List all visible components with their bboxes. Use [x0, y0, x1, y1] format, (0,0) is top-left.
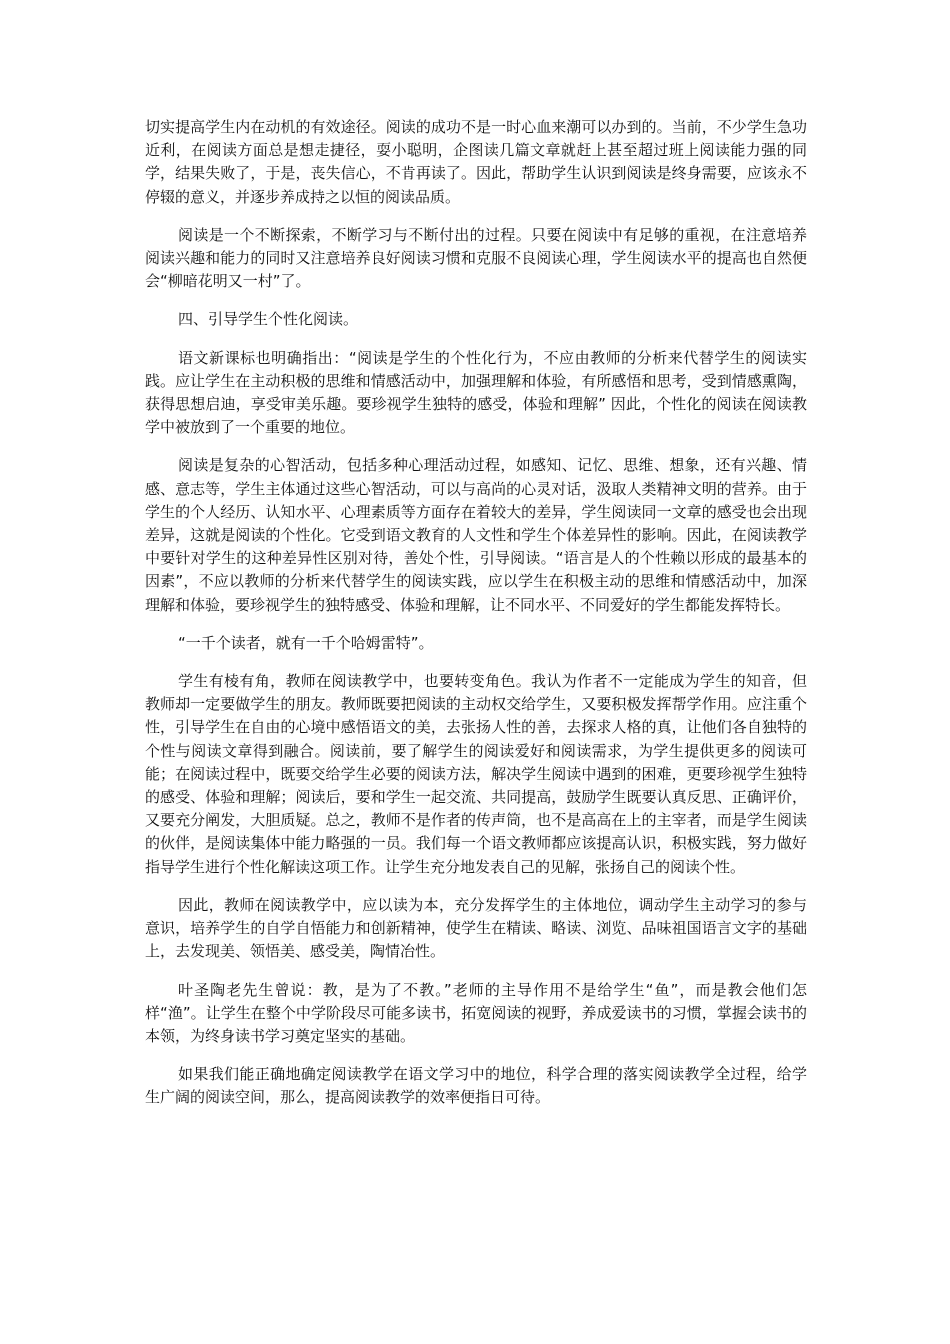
- paragraph: 阅读是一个不断探索，不断学习与不断付出的过程。只要在阅读中有足够的重视，在注意培养阅读兴趣和能力的同时又注意培养良好阅读习惯和克服不良阅读心理，学生阅读水平的提高也自然便会“柳暗花明又一村”了。: [145, 225, 807, 291]
- paragraph: 阅读是复杂的心智活动，包括多种心理活动过程，如感知、记忆、思维、想象，还有兴趣、情感、意志等，学生主体通过这些心智活动，可以与高尚的心灵对话，汲取人类精神文明的营养。由于学生的个人经历、认知水平、心理素质等方面存在着较大的差异，学生阅读同一文章的感受也会出现差异，这就是阅读的个性化。它受到语文教育的人文性和学生个体差异性的影响。因此，在阅读教学中要针对学生的这种差异性区别对待，善处个性，引导阅读。“语言是人的个性赖以形成的最基本的因素”，不应以教师的分析来代替学生的阅读实践，应以学生在积极主动的思维和情感活动中，加深理解和体验，要珍视学生的独特感受、体验和理解，让不同水平、不同爱好的学生都能发挥特长。: [145, 456, 807, 614]
- paragraph: 因此，教师在阅读教学中，应以读为本，充分发挥学生的主体地位，调动学生主动学习的参与意识，培养学生的自学自悟能力和创新精神，使学生在精读、略读、浏览、品味祖国语言文字的基础上，去发现美、领悟美、感受美，陶情冶性。: [145, 895, 807, 961]
- section-heading: 四、引导学生个性化阅读。: [178, 310, 359, 329]
- paragraph: 切实提高学生内在动机的有效途径。阅读的成功不是一时心血来潮可以办到的。当前，不少学生急功近利，在阅读方面总是想走捷径，耍小聪明，企图读几篇文章就赶上甚至超过班上阅读能力强的同学，结果失败了，于是，丧失信心，不肯再读了。因此，帮助学生认识到阅读是终身需要，应该永不停辍的意义，并逐步养成持之以恒的阅读品质。: [145, 118, 807, 206]
- quote-line: “一千个读者，就有一千个哈姆雷特”。: [178, 633, 434, 652]
- paragraph: 学生有棱有角，教师在阅读教学中，也要转变角色。我认为作者不一定能成为学生的知音，但教师却一定要做学生的朋友。教师既要把阅读的主动权交给学生，又要积极发挥帮学作用。应注重个性，引导学生在自由的心境中感悟语文的美，去张扬人性的善，去探求人格的真，让他们各自独特的个性与阅读文章得到融合。阅读前，要了解学生的阅读爱好和阅读需求，为学生提供更多的阅读可能；在阅读过程中，既要交给学生必要的阅读方法，解决学生阅读中遇到的困难，更要珍视学生独特的感受、体验和理解；阅读后，要和学生一起交流、共同提高，鼓励学生既要认真反思、正确评价，又要充分阐发，大胆质疑。总之，教师不是作者的传声筒，也不是高高在上的主宰者，而是学生阅读的伙伴，是阅读集体中能力略强的一员。我们每一个语文教师都应该提高认识，积极实践，努力做好指导学生进行个性化解读这项工作。让学生充分地发表自己的见解，张扬自己的阅读个性。: [145, 672, 807, 876]
- document-body: [145, 116, 807, 1125]
- paragraph: 语文新课标也明确指出：“阅读是学生的个性化行为，不应由教师的分析来代替学生的阅读实践。应让学生在主动积极的思维和情感活动中，加强理解和体验，有所感悟和思考，受到情感熏陶，获得思想启迪，享受审美乐趣。要珍视学生独特的感受，体验和理解” 因此，个性化的阅读在阅读教学中被放到了一个重要的地位。: [145, 348, 807, 437]
- paragraph: 如果我们能正确地确定阅读教学在语文学习中的地位，科学合理的落实阅读教学全过程，给学生广阔的阅读空间，那么，提高阅读教学的效率便指日可待。: [145, 1065, 807, 1107]
- paragraph: 叶圣陶老先生曾说：教，是为了不教。”老师的主导作用不是给学生“鱼”，而是教会他们怎样“渔”。让学生在整个中学阶段尽可能多读书，拓宽阅读的视野，养成爱读书的习惯，掌握会读书的本领，为终身读书学习奠定坚实的基础。: [145, 980, 807, 1045]
